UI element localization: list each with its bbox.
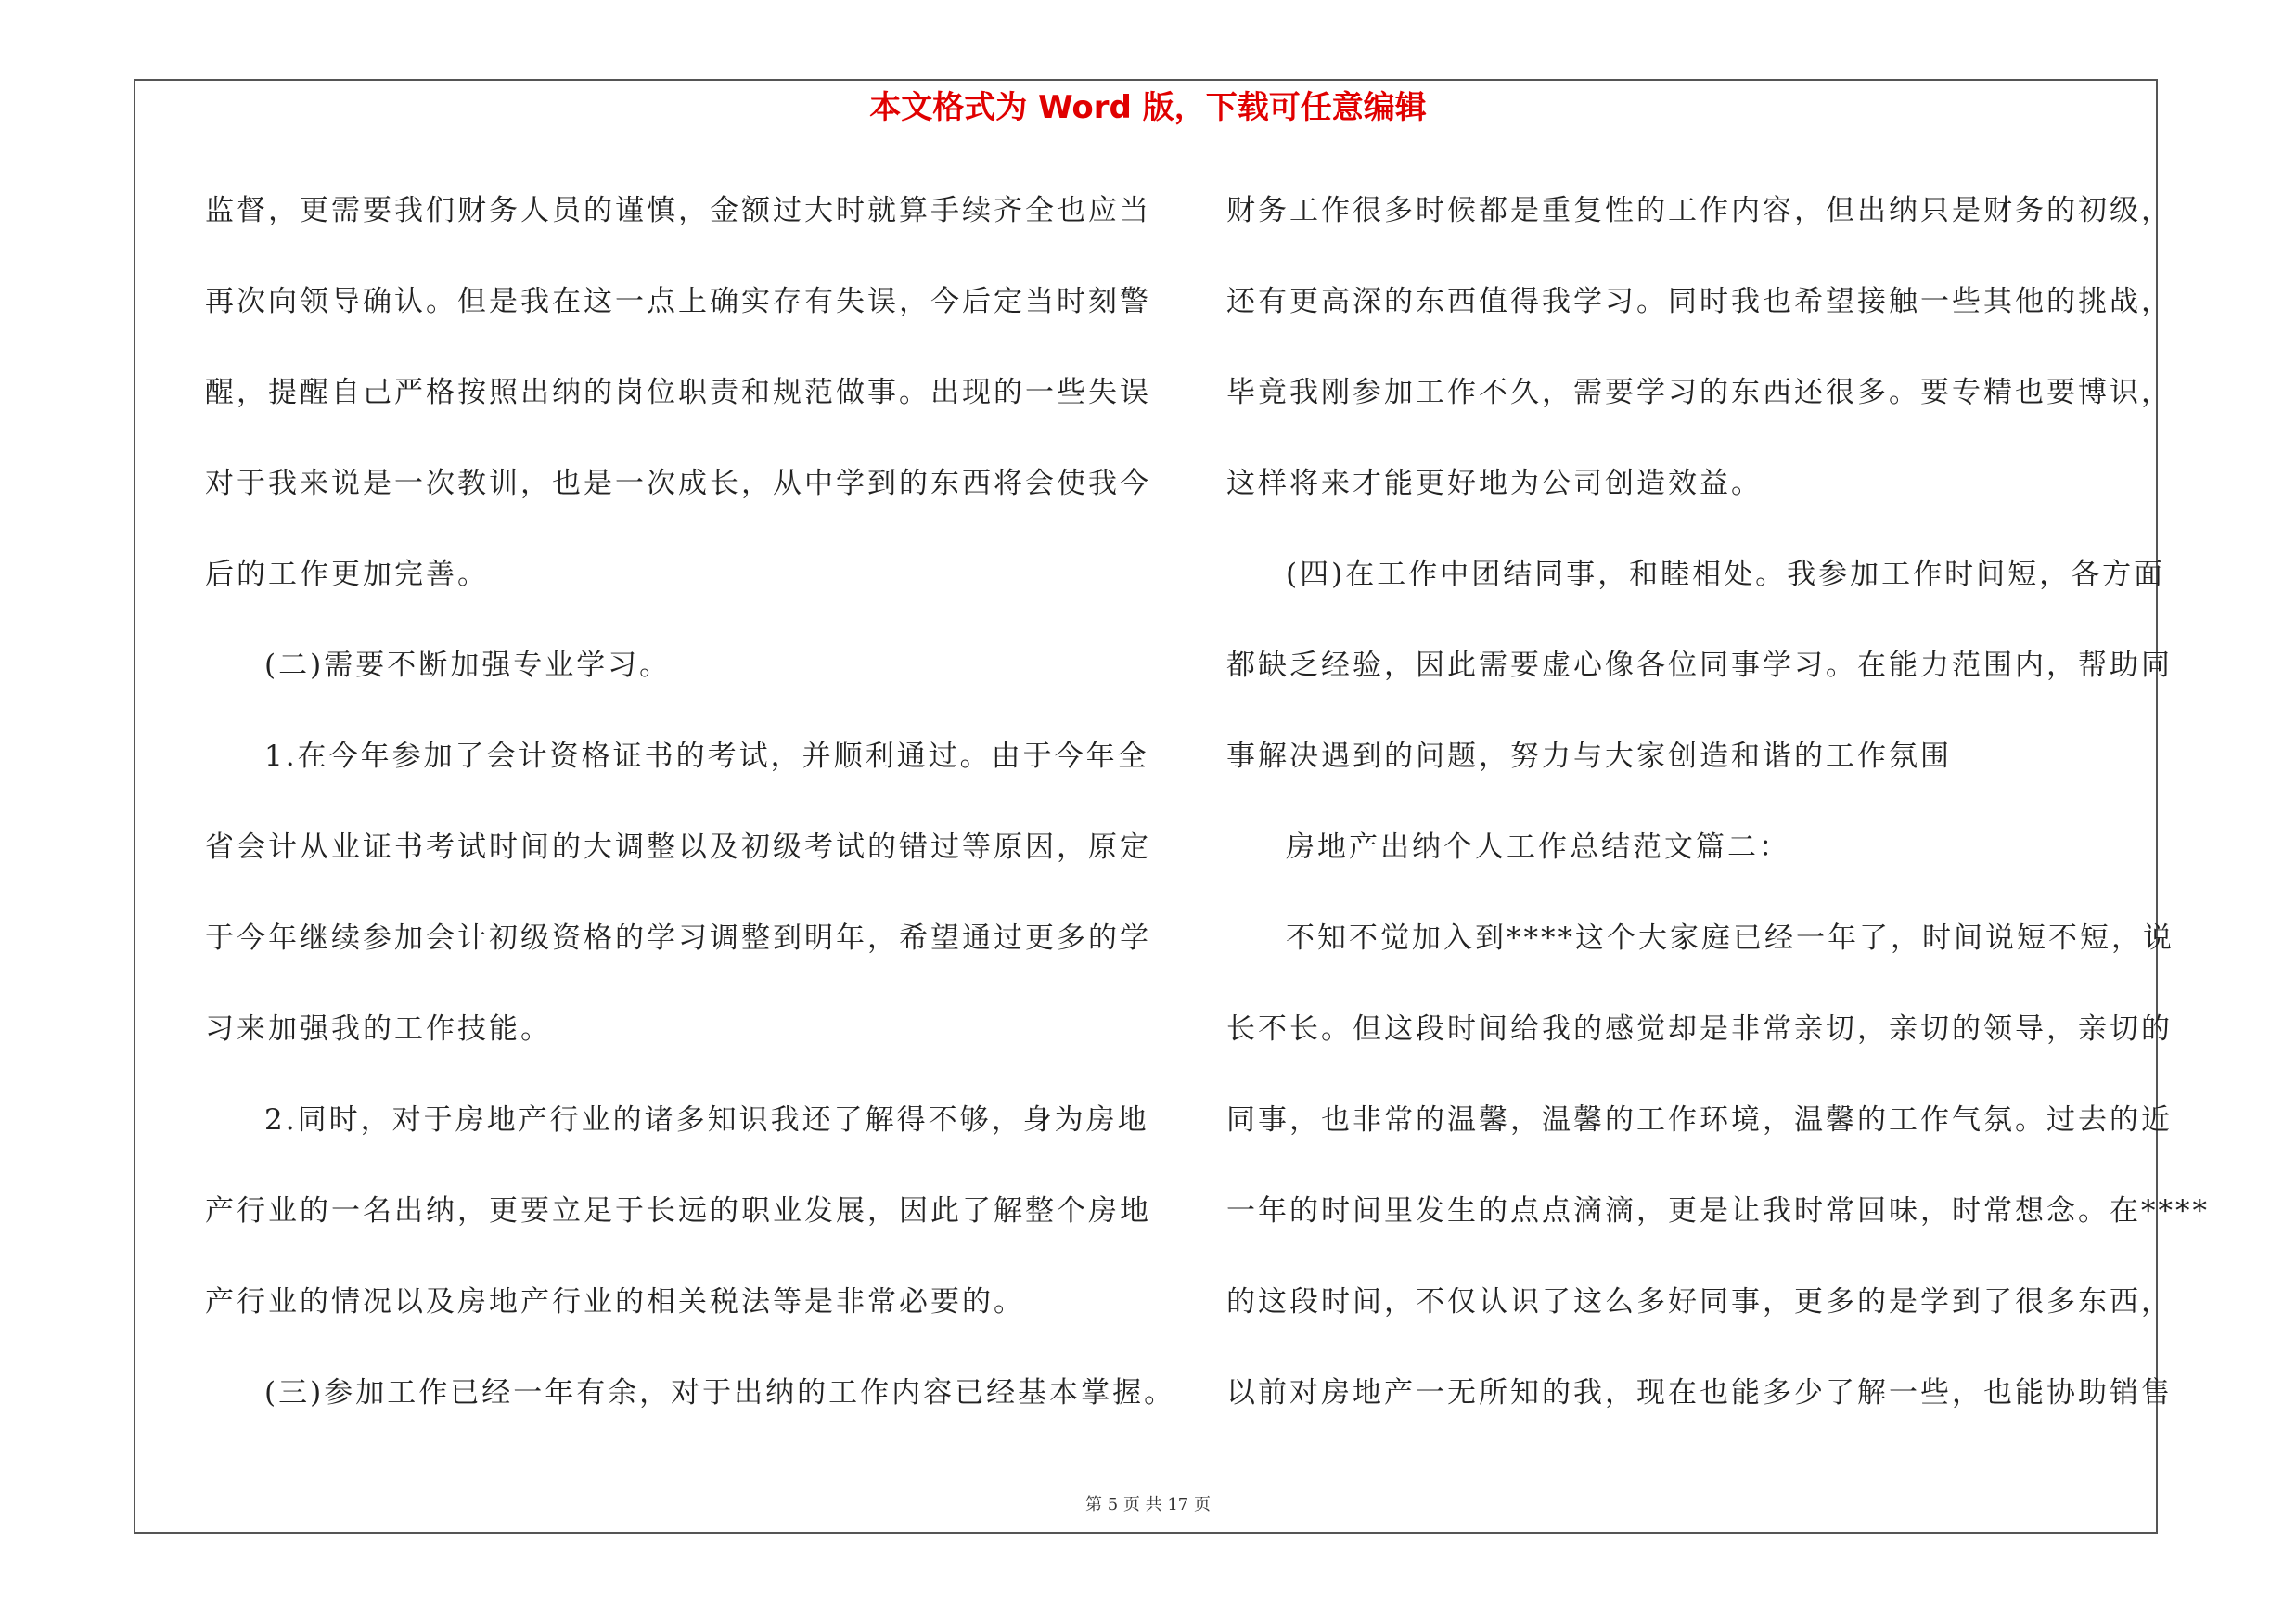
text-line: 醒，提醒自己严格按照出纳的岗位职责和规范做事。出现的一些失误 xyxy=(205,376,1151,409)
article-title: 房地产出纳个人工作总结范文篇二： xyxy=(1286,831,1790,864)
text-line: 习来加强我的工作技能。 xyxy=(205,1012,552,1046)
text-line: 后的工作更加完善。 xyxy=(205,558,489,591)
text-line: 的这段时间，不仅认识了这么多好同事，更多的是学到了很多东西， xyxy=(1226,1285,2173,1319)
text-line: 一年的时间里发生的点点滴滴，更是让我时常回味，时常想念。在**** xyxy=(1226,1194,2210,1228)
text-line: 长不长。但这段时间给我的感觉却是非常亲切，亲切的领导，亲切的 xyxy=(1226,1012,2173,1046)
text-line: 产行业的一名出纳，更要立足于长远的职业发展，因此了解整个房地 xyxy=(205,1194,1151,1228)
text-line: 事解决遇到的问题，努力与大家创造和谐的工作氛围 xyxy=(1226,740,1952,773)
text-line: 监督，更需要我们财务人员的谨慎，金额过大时就算手续齐全也应当 xyxy=(205,194,1151,227)
text-line: 于今年继续参加会计初级资格的学习调整到明年，希望通过更多的学 xyxy=(205,921,1151,955)
text-line: 还有更高深的东西值得我学习。同时我也希望接触一些其他的挑战， xyxy=(1226,285,2173,318)
text-line: 不知不觉加入到****这个大家庭已经一年了，时间说短不短，说 xyxy=(1286,921,2174,955)
text-line: 1.在今年参加了会计资格证书的考试，并顺利通过。由于今年全 xyxy=(264,740,1149,773)
section-heading: (二)需要不断加强专业学习。 xyxy=(264,649,672,682)
text-line: 产行业的情况以及房地产行业的相关税法等是非常必要的。 xyxy=(205,1285,1025,1319)
text-line: 毕竟我刚参加工作不久，需要学习的东西还很多。要专精也要博识， xyxy=(1226,376,2173,409)
text-line: 这样将来才能更好地为公司创造效益。 xyxy=(1226,467,1763,500)
text-line: 2.同时，对于房地产行业的诸多知识我还了解得不够，身为房地 xyxy=(264,1103,1149,1137)
text-line: 同事，也非常的温馨，温馨的工作环境，温馨的工作气氛。过去的近 xyxy=(1226,1103,2173,1137)
page-number: 第 5 页 共 17 页 xyxy=(1085,1495,1211,1514)
text-line: 财务工作很多时候都是重复性的工作内容，但出纳只是财务的初级， xyxy=(1226,194,2173,227)
left-column xyxy=(205,183,1176,1456)
text-line: 以前对房地产一无所知的我，现在也能多少了解一些，也能协助销售 xyxy=(1226,1376,2173,1410)
text-line: (三)参加工作已经一年有余，对于出纳的工作内容已经基本掌握。 xyxy=(264,1376,1176,1410)
text-line: 省会计从业证书考试时间的大调整以及初级考试的错过等原因，原定 xyxy=(205,831,1151,864)
right-column xyxy=(1226,183,2210,1456)
section-heading: (四)在工作中团结同事，和睦相处。我参加工作时间短，各方面 xyxy=(1286,558,2166,591)
text-line: 再次向领导确认。但是我在这一点上确实存有失误，今后定当时刻警 xyxy=(205,285,1151,318)
text-line: 对于我来说是一次教训，也是一次成长，从中学到的东西将会使我今 xyxy=(205,467,1151,500)
format-banner: 本文格式为 Word 版，下载可任意编辑 xyxy=(869,89,1427,126)
text-line: 都缺乏经验，因此需要虚心像各位同事学习。在能力范围内，帮助同 xyxy=(1226,649,2173,682)
